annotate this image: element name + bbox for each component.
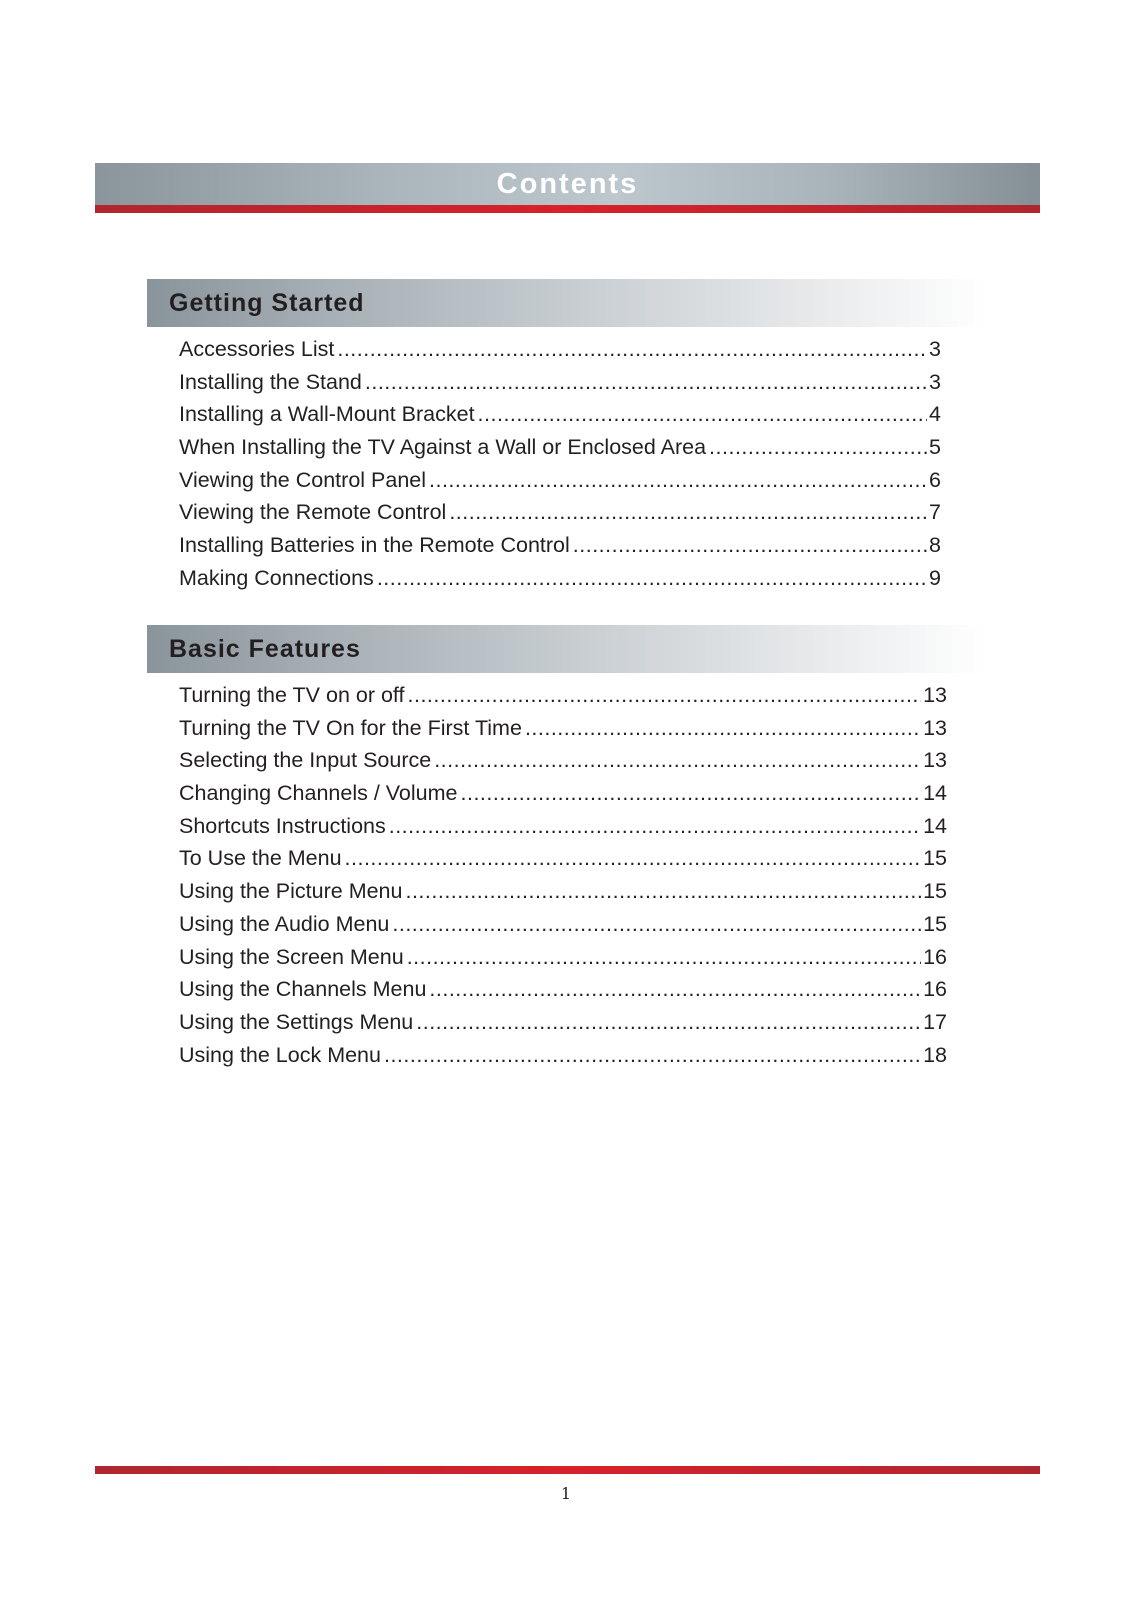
dot-leader [365, 370, 927, 395]
toc-entry-title: Installing Batteries in the Remote Control [179, 533, 570, 558]
dot-leader [709, 435, 927, 460]
dot-leader [408, 683, 922, 708]
toc-entry-first-time[interactable] [179, 716, 947, 749]
toc-entry-title: When Installing the TV Against a Wall or Enclosed Area [179, 435, 707, 460]
toc-page-number: 4 [929, 402, 941, 427]
dot-leader [573, 533, 927, 558]
dot-leader [384, 1043, 921, 1068]
toc-entry-title: Viewing the Control Panel [179, 467, 427, 492]
toc-list-basic-features [179, 683, 947, 1075]
toc-entry-tv-on-off[interactable] [179, 683, 947, 716]
banner-red-rule [95, 205, 1040, 213]
dot-leader [449, 500, 927, 525]
toc-page-number: 9 [929, 565, 941, 590]
dot-leader [525, 716, 921, 741]
toc-entry-lock-menu[interactable] [179, 1043, 947, 1076]
dot-leader [407, 945, 921, 970]
toc-page-number: 13 [923, 748, 947, 773]
dot-leader [405, 879, 921, 904]
toc-entry-title: Using the Picture Menu [179, 879, 403, 904]
toc-entry-title: Using the Audio Menu [179, 911, 390, 936]
dot-leader [478, 402, 927, 427]
section-heading: Getting Started [169, 289, 365, 317]
footer-red-rule [95, 1466, 1040, 1474]
dot-leader [429, 468, 927, 493]
toc-entry-accessories-list[interactable] [179, 337, 941, 370]
toc-entry-batteries[interactable] [179, 533, 941, 566]
toc-page-number: 16 [923, 977, 947, 1002]
toc-page-number: 17 [923, 1009, 947, 1034]
toc-entry-title: To Use the Menu [179, 846, 342, 871]
toc-page-number: 18 [923, 1042, 947, 1067]
dot-leader [434, 748, 921, 773]
toc-entry-channels-menu[interactable] [179, 977, 947, 1010]
toc-entry-against-wall[interactable] [179, 435, 941, 468]
toc-entry-title: Installing the Stand [179, 369, 362, 394]
toc-entry-audio-menu[interactable] [179, 912, 947, 945]
toc-page-number: 5 [929, 435, 941, 460]
toc-entry-title: Changing Channels / Volume [179, 781, 458, 806]
toc-entry-input-source[interactable] [179, 748, 947, 781]
toc-entry-shortcuts[interactable] [179, 814, 947, 847]
toc-entry-installing-the-stand[interactable] [179, 370, 941, 403]
toc-list-getting-started [179, 337, 941, 599]
toc-entry-title: Viewing the Remote Control [179, 500, 447, 525]
toc-entry-title: Using the Channels Menu [179, 977, 427, 1002]
toc-page-number: 6 [929, 467, 941, 492]
toc-entry-title: Turning the TV On for the First Time [179, 715, 522, 740]
dot-leader [377, 566, 927, 591]
toc-entry-title: Turning the TV on or off [179, 683, 405, 707]
page-title: Contents [496, 168, 639, 200]
dot-leader [416, 1010, 921, 1035]
toc-entry-title: Making Connections [179, 565, 374, 590]
toc-entry-making-connections[interactable] [179, 566, 941, 599]
section-header-basic-features [147, 625, 987, 673]
dot-leader [429, 977, 921, 1002]
dot-leader [345, 846, 922, 871]
toc-entry-channels-volume[interactable] [179, 781, 947, 814]
section-heading: Basic Features [169, 635, 361, 663]
toc-page-number: 14 [923, 781, 947, 806]
toc-page-number: 3 [929, 369, 941, 394]
toc-page-number: 3 [929, 337, 941, 361]
dot-leader [337, 337, 927, 362]
toc-page-number: 15 [923, 879, 947, 904]
toc-page-number: 13 [923, 715, 947, 740]
footer-page-number: 1 [560, 1484, 572, 1503]
toc-entry-title: Using the Lock Menu [179, 1042, 381, 1067]
toc-entry-remote-control[interactable] [179, 500, 941, 533]
toc-page-number: 14 [923, 813, 947, 838]
dot-leader [389, 814, 921, 839]
toc-entry-control-panel[interactable] [179, 468, 941, 501]
dot-leader [461, 781, 922, 806]
toc-entry-wall-mount-bracket[interactable] [179, 402, 941, 435]
toc-entry-use-menu[interactable] [179, 846, 947, 879]
toc-page-number: 15 [923, 846, 947, 871]
dot-leader [392, 912, 921, 937]
toc-entry-title: Using the Settings Menu [179, 1009, 414, 1034]
toc-entry-title: Shortcuts Instructions [179, 813, 386, 838]
toc-entry-title: Accessories List [179, 337, 335, 361]
toc-entry-screen-menu[interactable] [179, 945, 947, 978]
toc-page-number: 13 [923, 683, 947, 707]
toc-page-number: 16 [923, 944, 947, 969]
toc-entry-settings-menu[interactable] [179, 1010, 947, 1043]
toc-entry-picture-menu[interactable] [179, 879, 947, 912]
toc-entry-title: Selecting the Input Source [179, 748, 432, 773]
toc-page-number: 8 [929, 533, 941, 558]
toc-page-number: 7 [929, 500, 941, 525]
toc-entry-title: Using the Screen Menu [179, 944, 404, 969]
toc-entry-title: Installing a Wall-Mount Bracket [179, 402, 475, 427]
contents-banner [95, 163, 1040, 214]
toc-page-number: 15 [923, 911, 947, 936]
section-header-getting-started [147, 279, 987, 327]
